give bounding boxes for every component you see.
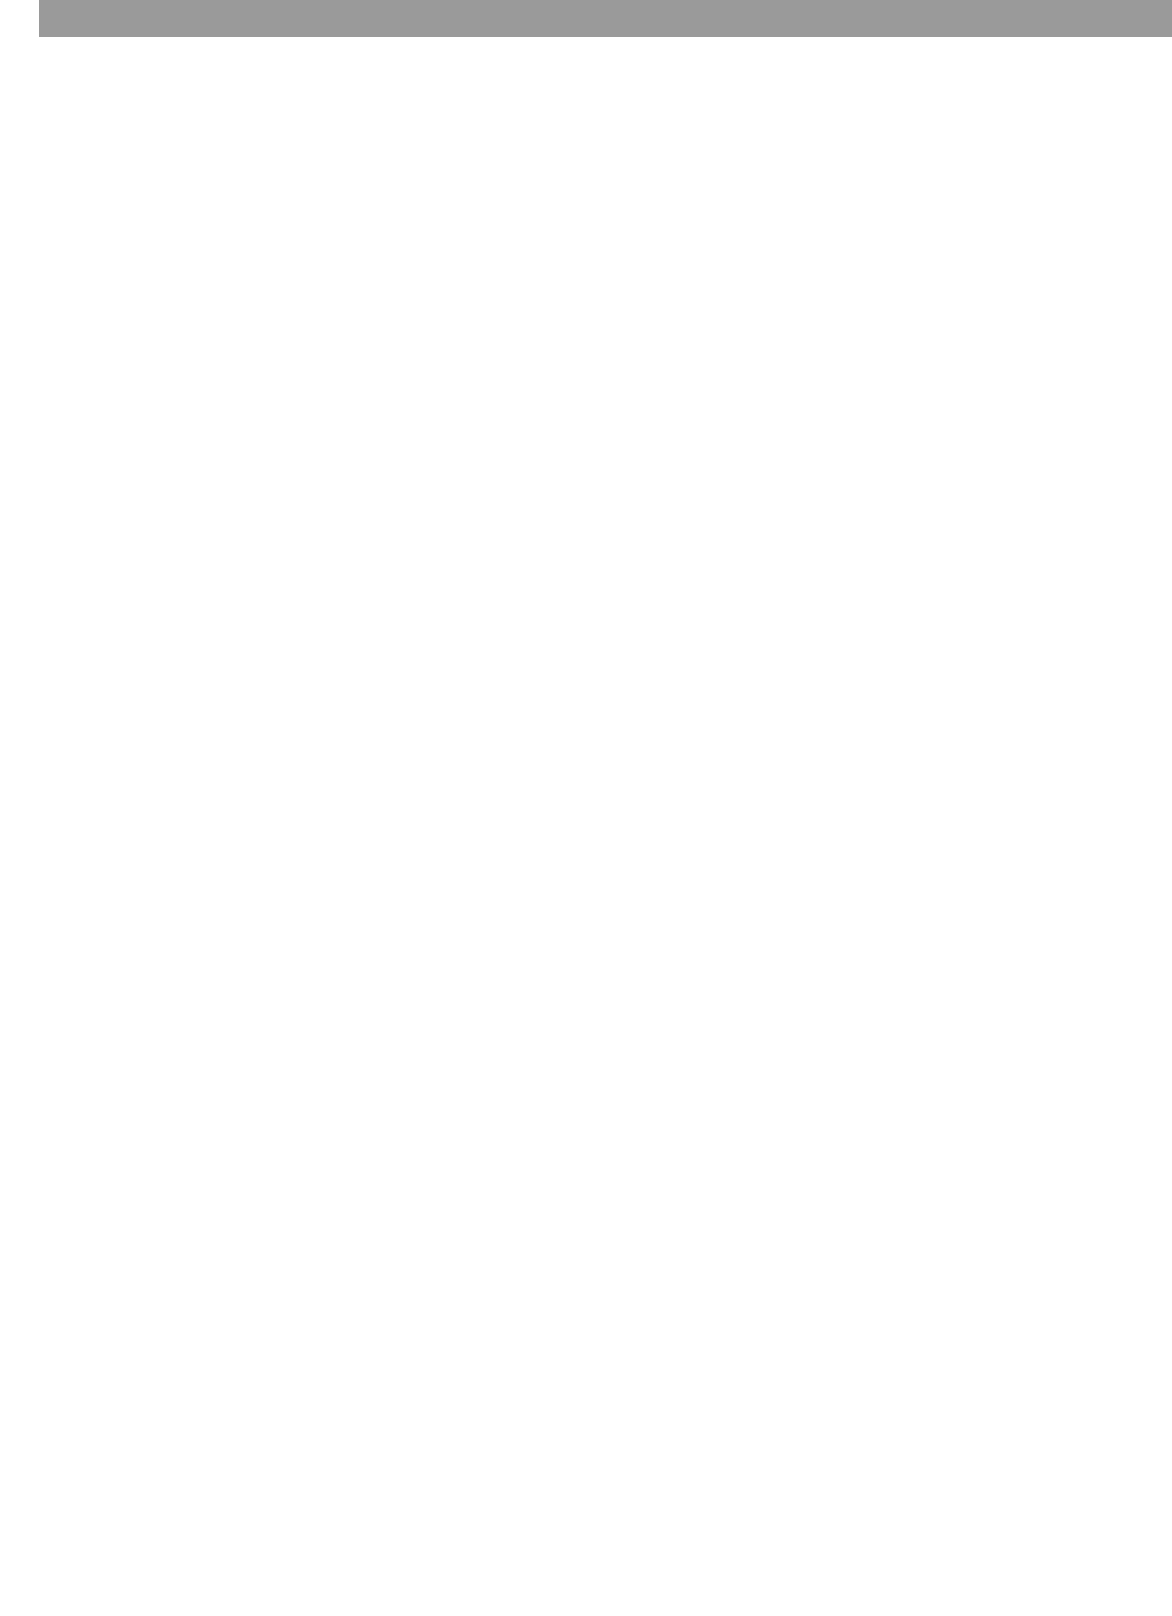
table-header <box>39 0 1172 37</box>
